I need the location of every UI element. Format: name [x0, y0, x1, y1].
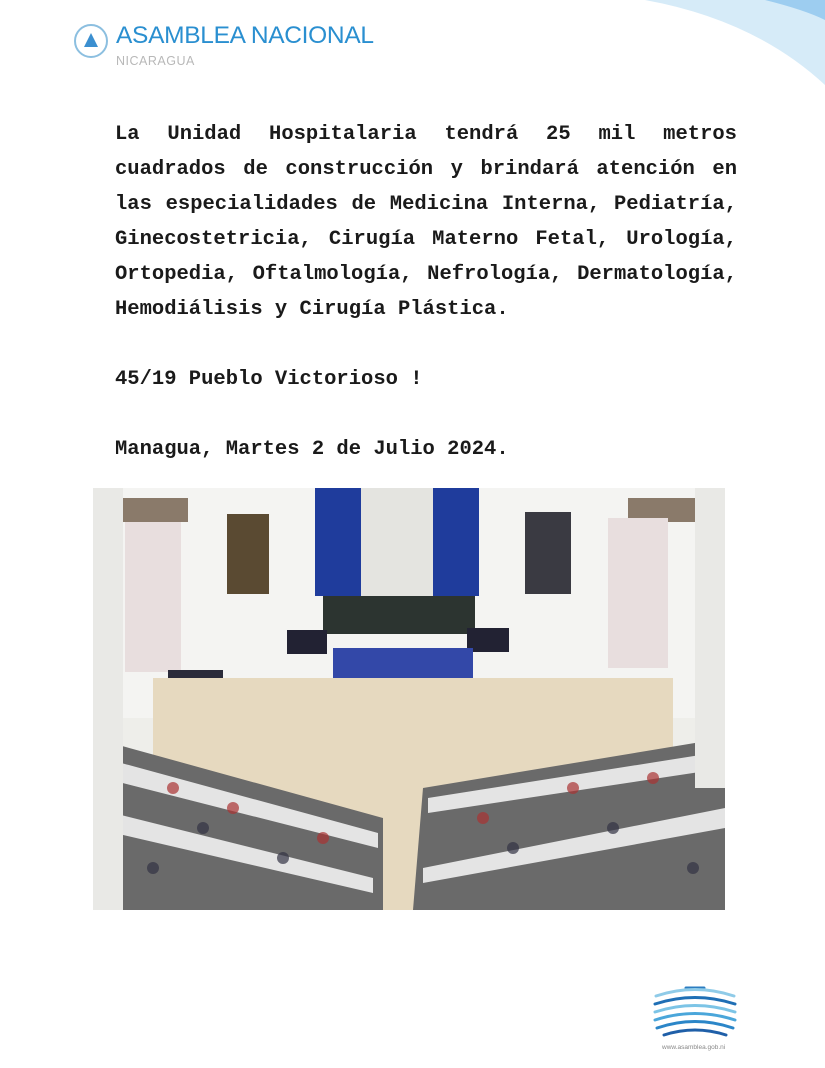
assembly-hall-photo [93, 488, 725, 910]
slogan: 45/19 Pueblo Victorioso ! [115, 368, 423, 391]
paragraph-line: Ginecostetricia, Cirugía Materno Fetal, Urología, [115, 228, 737, 251]
press-release-body [115, 117, 737, 467]
paragraph-line: cuadrados de construcción y brindará atención en [115, 158, 737, 181]
footer-emblem [652, 985, 738, 1045]
paragraph-line: La Unidad Hospitalaria tendrá 25 mil metros [115, 123, 737, 146]
corner-decoration [565, 0, 825, 90]
org-name: ASAMBLEA NACIONAL [116, 22, 374, 49]
dateline: Managua, Martes 2 de Julio 2024. [115, 438, 509, 461]
header-logo [74, 22, 374, 68]
paragraph-line: Hemodiálisis y Cirugía Plástica. [115, 298, 509, 321]
paragraph-line: Ortopedia, Oftalmología, Nefrología, Dermatología, [115, 263, 737, 286]
footer-url: www.asamblea.gob.ni [662, 1044, 726, 1051]
paragraph-line: las especialidades de Medicina Interna, Pediatría, [115, 193, 737, 216]
national-seal-icon [74, 24, 108, 58]
org-country: NICARAGUA [116, 54, 195, 68]
